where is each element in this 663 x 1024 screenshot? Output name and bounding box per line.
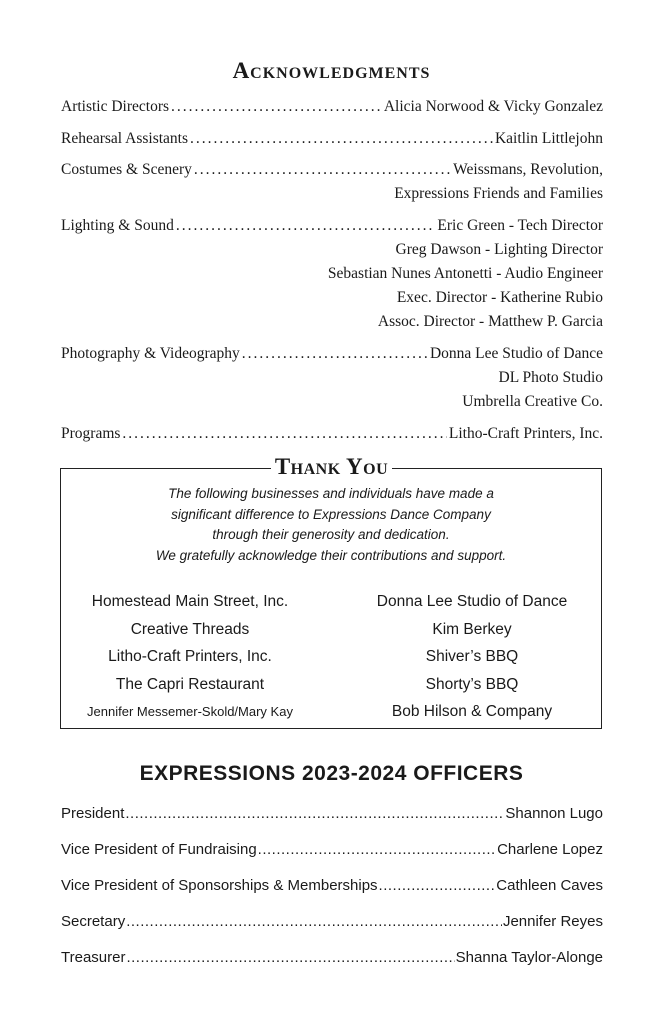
officer-name: Shanna Taylor-Alonge (455, 949, 603, 966)
leader-dots (122, 422, 446, 446)
officer-name: Shannon Lugo (505, 805, 603, 822)
officer-row (61, 908, 603, 944)
officer-role: Vice President of Fundraising (61, 841, 257, 858)
officers-list (61, 800, 603, 980)
ack-row (61, 342, 603, 422)
thank-you-message-line: We gratefully acknowledge their contributions and support. (155, 547, 507, 563)
leader-dots (194, 158, 451, 182)
officer-row (61, 800, 603, 836)
thank-you-message-line: The following businesses and individuals have made a (168, 486, 494, 501)
sponsor-list-right (342, 588, 602, 726)
sponsor-list-left (60, 588, 320, 726)
leader-dots (242, 342, 428, 366)
officer-row (61, 944, 603, 980)
officers-title: EXPRESSIONS 2023-2024 OFFICERS (139, 762, 524, 785)
sponsor-name: Donna Lee Studio of Dance (376, 593, 568, 610)
ack-role: Artistic Directors (61, 98, 170, 115)
sponsor-name: Homestead Main Street, Inc. (91, 593, 289, 610)
sponsor-name: Shiver’s BBQ (425, 648, 519, 665)
officer-role: Secretary (61, 913, 126, 930)
officer-name: Charlene Lopez (497, 841, 603, 858)
officer-role: Vice President of Sponsorships & Memberships (61, 877, 378, 894)
ack-role: Photography & Videography (61, 345, 240, 362)
ack-name: Eric Green - Tech Director (437, 217, 603, 234)
thank-you-title-text: Thank You (271, 454, 392, 479)
ack-name: Exec. Director - Katherine Rubio (396, 289, 603, 306)
thank-you-message-line: significant difference to Expressions Dance Company (171, 506, 491, 522)
ack-role: Rehearsal Assistants (61, 130, 188, 147)
leader-dots (176, 214, 436, 238)
leader-dots (190, 127, 493, 151)
ack-name: Litho-Craft Printers, Inc. (448, 425, 603, 442)
sponsor-name: The Capri Restaurant (115, 675, 265, 693)
leader-dots (126, 908, 502, 936)
thank-you-message (60, 484, 602, 566)
leader-dots (126, 944, 454, 972)
officer-name: Cathleen Caves (496, 877, 603, 894)
ack-name: Alicia Norwood & Vicky Gonzalez (383, 98, 603, 115)
sponsor-name: Creative Threads (130, 620, 250, 638)
acknowledgments-title: Acknowledgments (232, 58, 431, 83)
ack-name: Assoc. Director - Matthew P. Garcia (377, 313, 603, 330)
officer-row (61, 872, 603, 908)
ack-row (61, 95, 603, 127)
ack-row (61, 214, 603, 342)
ack-role: Lighting & Sound (61, 217, 174, 234)
ack-row (61, 158, 603, 214)
ack-role: Programs (61, 425, 121, 442)
ack-name: Umbrella Creative Co. (462, 393, 603, 410)
ack-role: Costumes & Scenery (61, 161, 192, 178)
sponsor-name: Kim Berkey (432, 620, 512, 638)
thank-you-title (0, 454, 663, 480)
thank-you-message-line: through their generosity and dedication. (212, 527, 450, 542)
sponsor-name: Shorty’s BBQ (425, 675, 519, 693)
ack-name: Expressions Friends and Families (394, 185, 603, 202)
officer-role: President (61, 805, 125, 822)
ack-name: Greg Dawson - Lighting Director (395, 241, 603, 258)
ack-name: Sebastian Nunes Antonetti - Audio Engineer (327, 265, 603, 282)
officer-name: Jennifer Reyes (502, 913, 603, 930)
leader-dots (171, 95, 382, 119)
ack-name: Kaitlin Littlejohn (494, 130, 603, 147)
sponsor-name: Bob Hilson & Company (391, 703, 553, 720)
acknowledgments-list (61, 95, 603, 448)
leader-dots (125, 800, 504, 828)
ack-name: Donna Lee Studio of Dance (429, 345, 603, 362)
sponsor-name: Jennifer Messemer-Skold/Mary Kay (87, 704, 293, 719)
ack-name: Weissmans, Revolution, (453, 161, 603, 178)
officer-row (61, 836, 603, 872)
leader-dots (379, 872, 496, 900)
leader-dots (258, 836, 496, 864)
sponsor-name: Litho-Craft Printers, Inc. (108, 648, 272, 665)
ack-name: DL Photo Studio (498, 369, 603, 386)
ack-row (61, 127, 603, 158)
officer-role: Treasurer (61, 949, 126, 966)
ack-row (61, 422, 603, 448)
